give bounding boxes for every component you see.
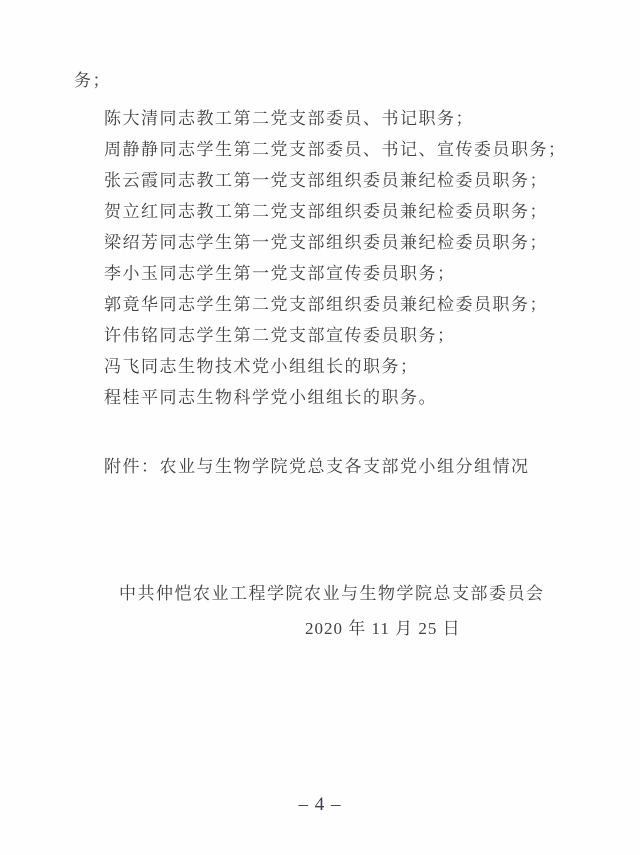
- paragraph-continuation-text: 务；: [74, 71, 111, 90]
- dismissal-item: 李小玉同志学生第一党支部宣传委员职务；: [104, 264, 456, 283]
- dismissal-item: 梁绍芳同志学生第一党支部组织委员兼纪检委员职务；: [104, 233, 548, 252]
- dismissal-item: 陈大清同志教工第二党支部委员、书记职务；: [104, 109, 474, 128]
- dismissal-item: 张云霞同志教工第一党支部组织委员兼纪检委员职务；: [104, 171, 548, 190]
- dismissal-item: 郭竟华同志学生第二党支部组织委员兼纪检委员职务；: [104, 295, 548, 314]
- dismissal-item: 冯飞同志生物技术党小组组长的职务；: [104, 357, 419, 376]
- signature-line: 中共仲恺农业工程学院农业与生物学院总支部委员会: [119, 584, 545, 603]
- dismissal-item: 程桂平同志生物科学党小组组长的职务。: [104, 388, 437, 407]
- dismissal-item: 贺立红同志教工第二党支部组织委员兼纪检委员职务；: [104, 202, 548, 221]
- date-line: 2020 年 11 月 25 日: [305, 619, 461, 638]
- dismissal-item: 周静静同志学生第二党支部委员、书记、宣传委员职务；: [104, 140, 567, 159]
- page-number: – 4 –: [298, 794, 342, 815]
- attachment-line: 附件：农业与生物学院党总支各支部党小组分组情况: [104, 457, 530, 476]
- dismissal-item: 许伟铭同志学生第二党支部宣传委员职务；: [104, 326, 456, 345]
- dismissal-list: [104, 103, 567, 413]
